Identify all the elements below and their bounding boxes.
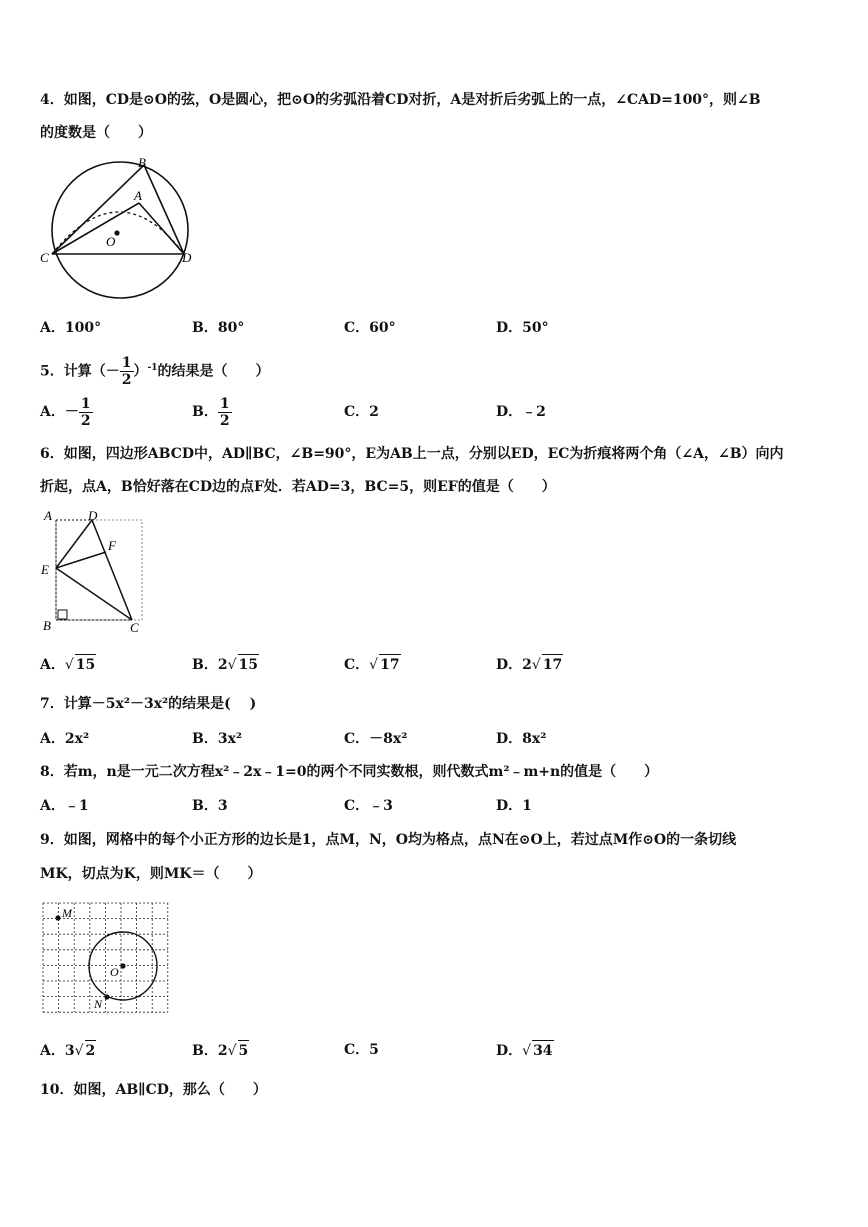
q5-option-c[interactable]: C．2	[344, 404, 379, 420]
q6-label-e: E	[41, 562, 49, 577]
q9-label-m: M	[62, 906, 72, 920]
q4-label-o: O	[106, 234, 116, 249]
q5-fraction: $\frac{1}{2}$	[121, 355, 132, 389]
q6-stem-line2: 折起，点A，B恰好落在CD边的点F处．若AD=3，BC=5，则EF的值是（ ）	[40, 479, 556, 495]
q4-option-c[interactable]: C．60°	[344, 320, 396, 336]
q7-option-a[interactable]: A．2x²	[40, 731, 90, 747]
q9-option-a[interactable]: A．3√ 2	[40, 1040, 96, 1061]
q4-option-a[interactable]: A．100°	[40, 320, 102, 336]
q8-option-a[interactable]: A．﹣1	[40, 798, 89, 814]
q9-stem-line2: MK，切点为K，则MK＝（ ）	[40, 866, 262, 882]
q5-option-d[interactable]: D．﹣2	[496, 404, 546, 420]
q8-stem: 8．若m，n是一元二次方程x²﹣2x﹣1=0的两个不同实数根，则代数式m²﹣m+n的值是（ ）	[40, 764, 659, 780]
q9-option-b[interactable]: B．2√ 5	[192, 1040, 249, 1061]
q4-option-b[interactable]: B．80°	[192, 320, 245, 336]
q4-label-b: B	[138, 155, 146, 170]
q4-circle-figure	[36, 150, 206, 310]
q5-option-a[interactable]: A．－ $\frac{1}{2}$	[40, 395, 91, 429]
q5-option-b[interactable]: B． $\frac{1}{2}$	[192, 395, 230, 429]
q7-option-d[interactable]: D．8x²	[496, 731, 547, 747]
q6-stem-line1: 6．如图，四边形ABCD中，AD∥BC，∠B=90°，E为AB上一点，分别以ED，EC为折痕将两个角（∠A，∠B）向内	[40, 446, 784, 462]
q7-option-b[interactable]: B．3x²	[192, 731, 243, 747]
q6-label-c: C	[130, 620, 139, 635]
q8-option-d[interactable]: D．1	[496, 798, 532, 814]
q9-option-c[interactable]: C．5	[344, 1042, 379, 1058]
q8-option-b[interactable]: B．3	[192, 798, 228, 814]
q4-label-a: A	[134, 188, 142, 203]
q4-stem-line1: 4．如图，CD是⊙O的弦，O是圆心，把⊙O的劣弧沿着CD对折，A是对折后劣弧上的一点，∠CAD=100°，则∠B	[40, 92, 761, 108]
q6-label-b: B	[43, 618, 51, 633]
q6-option-a[interactable]: A．√ 15	[40, 654, 96, 675]
q7-stem: 7．计算－5x²－3x²的结果是( )	[40, 696, 257, 712]
q8-option-c[interactable]: C．﹣3	[344, 798, 393, 814]
q9-label-n: N	[94, 997, 103, 1011]
q6-quadrilateral-figure	[38, 506, 148, 636]
q4-stem-line2: 的度数是（ ）	[40, 125, 152, 141]
q6-label-f: F	[108, 538, 116, 553]
q9-stem-line1: 9．如图，网格中的每个小正方形的边长是1，点M，N，O均为格点，点N在⊙O上，若过点M作⊙O的一条切线	[40, 832, 737, 848]
q4-option-d[interactable]: D．50°	[496, 320, 549, 336]
q4-label-d: D	[182, 250, 192, 265]
q6-label-d: D	[88, 508, 98, 523]
q6-label-a: A	[44, 508, 52, 523]
q6-option-b[interactable]: B．2√ 15	[192, 654, 259, 675]
q10-stem: 10．如图，AB∥CD，那么（ ）	[40, 1082, 267, 1098]
q9-label-o: O	[110, 965, 119, 979]
q5-stem: 5．计算（－ $\frac{1}{2}$ ）$^{-1}$的结果是（ ）	[40, 355, 270, 389]
q6-option-d[interactable]: D．2√ 17	[496, 654, 563, 675]
q6-option-c[interactable]: C．√ 17	[344, 654, 401, 675]
q7-option-c[interactable]: C．－8x²	[344, 731, 408, 747]
q9-option-d[interactable]: D．√ 34	[496, 1040, 554, 1061]
q4-label-c: C	[40, 250, 49, 265]
q9-grid-figure	[42, 902, 172, 1014]
